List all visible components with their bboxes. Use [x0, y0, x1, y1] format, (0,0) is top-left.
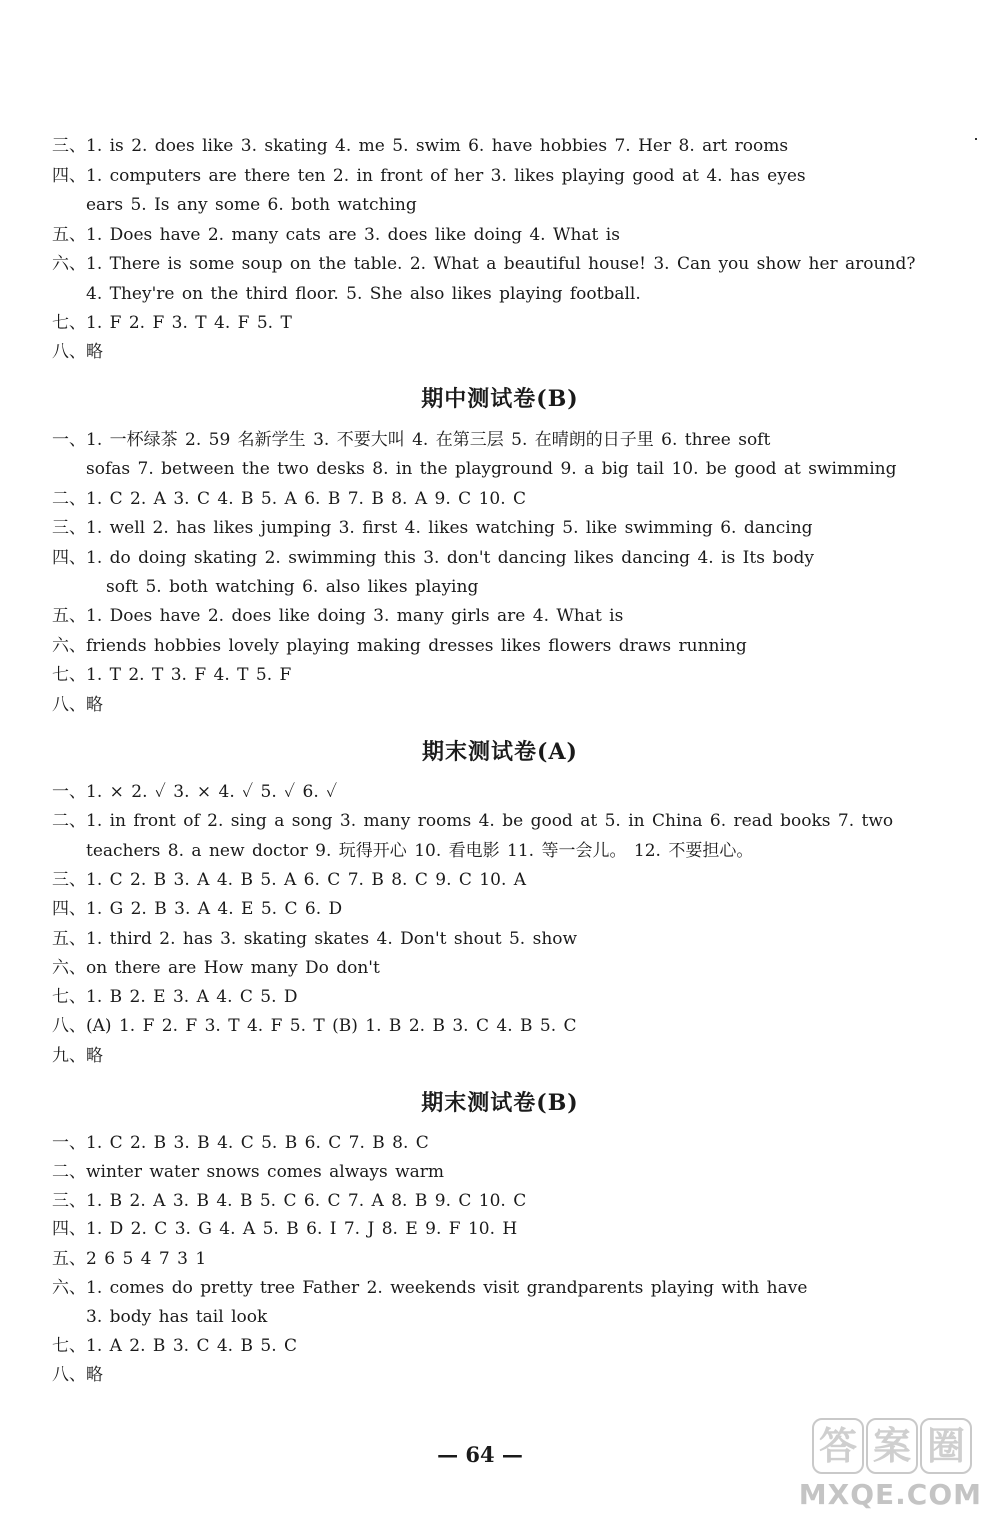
answer-line: 四、1. D 2. C 3. G 4. A 5. B 6. I 7. J 8. E 9. F 10. H [52, 1219, 518, 1239]
answer-line: 3. body has tail look [86, 1307, 268, 1327]
answer-line: 五、1. Does have 2. many cats are 3. does like doing 4. What is [52, 225, 620, 245]
answer-line: 三、1. B 2. A 3. B 4. B 5. C 6. C 7. A 8. B 9. C 10. C [52, 1191, 527, 1211]
answer-line: 五、1. third 2. has 3. skating skates 4. Don't shout 5. show [52, 929, 578, 949]
answer-line: 七、1. B 2. E 3. A 4. C 5. D [52, 987, 298, 1007]
page-number: — 64 — [437, 1442, 523, 1467]
answer-line: 五、2 6 5 4 7 3 1 [52, 1249, 207, 1269]
answer-line: 二、winter water snows comes always warm [52, 1162, 445, 1182]
answer-line: sofas 7. between the two desks 8. in the playground 9. a big tail 10. be good at swimming [86, 459, 897, 479]
answer-line: 八、略 [52, 1365, 103, 1385]
answer-line: 七、1. A 2. B 3. C 4. B 5. C [52, 1336, 298, 1356]
answer-line: 五、1. Does have 2. does like doing 3. many girls are 4. What is [52, 606, 624, 626]
answer-line: 4. They're on the third floor. 5. She also likes playing football. [86, 284, 641, 304]
answer-line: 六、friends hobbies lovely playing making dresses likes flowers draws running [52, 636, 747, 656]
answer-line: 二、1. C 2. A 3. C 4. B 5. A 6. B 7. B 8. A 9. C 10. C [52, 489, 527, 509]
answer-line: 三、1. well 2. has likes jumping 3. first 4. likes watching 5. like swimming 6. dancing [52, 518, 813, 538]
watermark-logo [772, 1418, 982, 1518]
watermark-url: MXQE.COM [798, 1478, 982, 1511]
answer-line: 六、on there are How many Do don't [52, 958, 380, 978]
answer-line: soft 5. both watching 6. also likes playing [106, 577, 479, 597]
answer-line: 八、(A) 1. F 2. F 3. T 4. F 5. T (B) 1. B 2. B 3. C 4. B 5. C [52, 1016, 577, 1036]
answer-line: 三、1. C 2. B 3. A 4. B 5. A 6. C 7. B 8. C 9. C 10. A [52, 870, 527, 890]
answer-line: 九、略 [52, 1046, 103, 1066]
answer-line: 七、1. F 2. F 3. T 4. F 5. T [52, 313, 292, 333]
section-heading-midterm-b: 期中测试卷(B) [421, 386, 579, 412]
answer-line: 八、略 [52, 342, 103, 362]
answer-line: 一、1. C 2. B 3. B 4. C 5. B 6. C 7. B 8. C [52, 1133, 429, 1153]
answer-line: 四、1. computers are there ten 2. in front of her 3. likes playing good at 4. has eyes [52, 166, 806, 186]
answer-line: 一、1. 一杯绿茶 2. 59 名新学生 3. 不要大叫 4. 在第三层 5. 在晴朗的日子里 6. three soft [52, 430, 771, 450]
section-heading-final-a: 期末测试卷(A) [422, 739, 578, 765]
watermark-char: 圈 [920, 1418, 972, 1474]
stray-dot [975, 138, 977, 140]
answer-line: 八、略 [52, 695, 103, 715]
answer-line: 七、1. T 2. T 3. F 4. T 5. F [52, 665, 292, 685]
watermark-char: 答 [812, 1418, 864, 1474]
answer-line: 六、1. comes do pretty tree Father 2. weekends visit grandparents playing with have [52, 1278, 808, 1298]
answer-line: 六、1. There is some soup on the table. 2. What a beautiful house! 3. Can you show her around? [52, 254, 916, 274]
section-heading-final-b: 期末测试卷(B) [421, 1090, 579, 1116]
answer-line: 三、1. is 2. does like 3. skating 4. me 5. swim 6. have hobbies 7. Her 8. art rooms [52, 136, 789, 156]
watermark-char: 案 [866, 1418, 918, 1474]
answer-line: teachers 8. a new doctor 9. 玩得开心 10. 看电影 11. 等一会儿。 12. 不要担心。 [86, 841, 754, 861]
answer-line: 四、1. G 2. B 3. A 4. E 5. C 6. D [52, 899, 343, 919]
answer-line: 四、1. do doing skating 2. swimming this 3. don't dancing likes dancing 4. is Its body [52, 548, 814, 568]
answer-line: ears 5. Is any some 6. both watching [86, 195, 417, 215]
answer-line: 二、1. in front of 2. sing a song 3. many rooms 4. be good at 5. in China 6. read books 7. two [52, 811, 894, 831]
answer-line: 一、1. × 2. ✓ 3. × 4. ✓ 5. ✓ 6. ✓ [52, 782, 338, 802]
